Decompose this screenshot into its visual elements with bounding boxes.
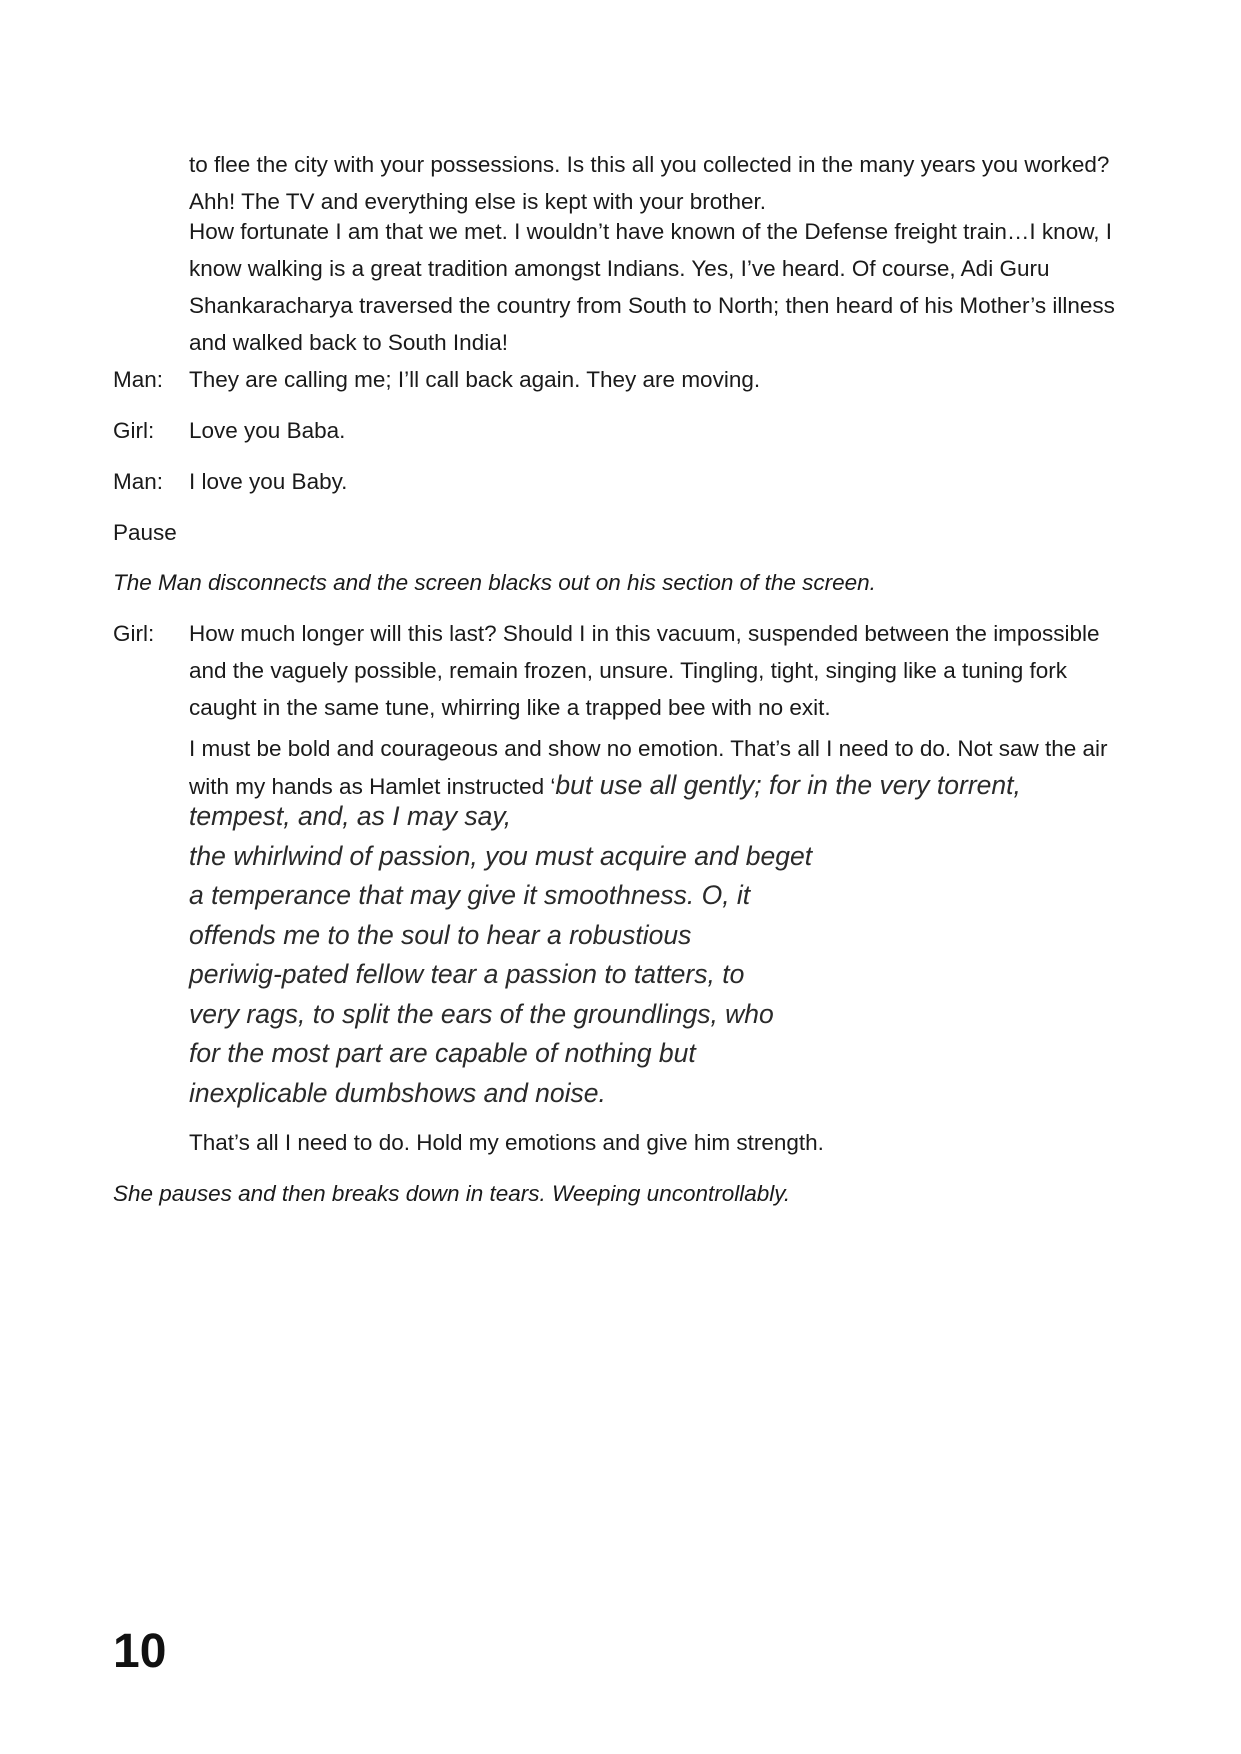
quote-line: a temperance that may give it smoothness. O, it	[189, 880, 751, 910]
speaker-label: Girl:	[113, 418, 155, 443]
quote-line: periwig-pated fellow tear a passion to tatters, to	[189, 959, 745, 989]
paragraph-fortunate: How fortunate I am that we met. I wouldn’t have known of the Defense freight train…I know, I know walking is a great tradition amongst Indians. Yes, I’ve heard. Of course, Adi Guru Shankaracharya traversed the country from South to North; then heard of his Mother’s illness and walked back to South India!	[189, 219, 1115, 355]
speaker-label: Man:	[113, 469, 164, 494]
speaker-label: Man:	[113, 367, 164, 392]
speaker-label: Girl:	[113, 621, 155, 646]
paragraph-continuation: to flee the city with your possessions. Is this all you collected in the many years you worked? Ahh! The TV and everything else is kept with your brother.	[189, 152, 1110, 214]
pause-direction: Pause	[113, 520, 177, 545]
paragraph-closing: That’s all I need to do. Hold my emotions and give him strength.	[189, 1130, 824, 1155]
page-number: 10	[113, 1625, 167, 1678]
hamlet-quote-first: but use all gently; for in the very torrent,	[555, 770, 1021, 800]
paragraph-hamlet	[189, 730, 1139, 805]
stage-direction: The Man disconnects and the screen blacks out on his section of the screen.	[113, 570, 876, 595]
stage-direction: She pauses and then breaks down in tears. Weeping uncontrollably.	[113, 1181, 791, 1206]
hamlet-lead-in: I must be bold and courageous and show no emotion. That’s all I need to do. Not saw the air with my hands as Hamlet instructed ‘	[189, 736, 1108, 799]
speech-text: How much longer will this last? Should I in this vacuum, suspended between the impossible and the vaguely possible, remain frozen, unsure. Tingling, tight, singing like a tuning fork caught in the same tune, whirring like a trapped bee with no exit.	[189, 621, 1100, 720]
quote-line: very rags, to split the ears of the groundlings, who	[189, 998, 774, 1029]
quote-line: tempest, and, as I may say,	[189, 801, 512, 831]
speech-text: I love you Baby.	[189, 469, 348, 494]
quote-line: for the most part are capable of nothing but	[189, 1038, 696, 1068]
quote-line: offends me to the soul to hear a robustious	[189, 919, 692, 950]
speech-text: They are calling me; I’ll call back again. They are moving.	[189, 367, 761, 392]
quote-line: the whirlwind of passion, you must acquire and beget	[189, 840, 813, 871]
quote-line: inexplicable dumbshows and noise.	[189, 1077, 606, 1108]
hamlet-quote-block	[189, 797, 1139, 1113]
speech-text: Love you Baba.	[189, 418, 346, 443]
